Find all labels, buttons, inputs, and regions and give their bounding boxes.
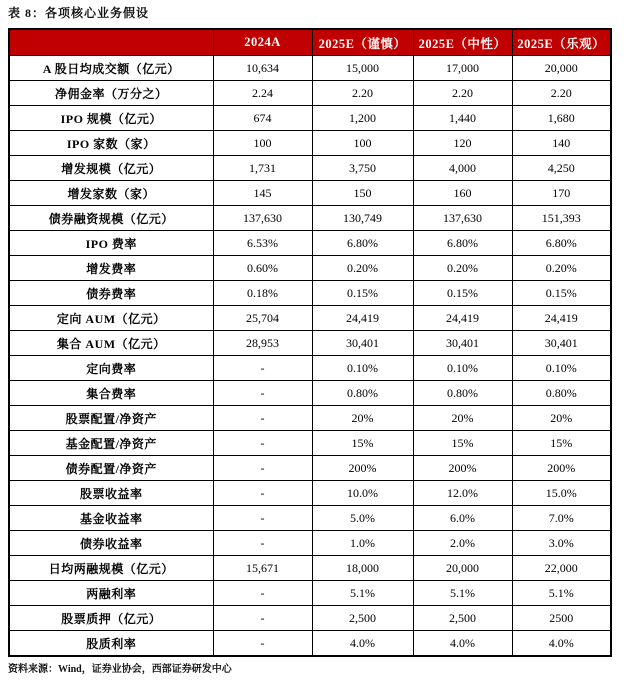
cell-value: 0.10% (413, 356, 512, 381)
cell-value: 674 (213, 106, 312, 131)
cell-value: 0.80% (512, 381, 611, 406)
cell-value: 140 (512, 131, 611, 156)
table-row (9, 506, 611, 531)
cell-value: 20,000 (413, 556, 512, 581)
cell-value: - (213, 631, 312, 657)
cell-value: 100 (312, 131, 413, 156)
table-row (9, 406, 611, 431)
cell-value: 20% (312, 406, 413, 431)
table-row (9, 156, 611, 181)
cell-value: 0.18% (213, 281, 312, 306)
row-label: A 股日均成交额（亿元） (9, 56, 213, 81)
row-label: IPO 家数（家） (9, 131, 213, 156)
table-title: 表 8：各项核心业务假设 (8, 6, 150, 20)
cell-value: 1,680 (512, 106, 611, 131)
cell-value: 24,419 (512, 306, 611, 331)
cell-value: - (213, 381, 312, 406)
cell-value: 151,393 (512, 206, 611, 231)
cell-value: 0.15% (413, 281, 512, 306)
cell-value: 0.15% (512, 281, 611, 306)
cell-value: - (213, 431, 312, 456)
cell-value: 10,634 (213, 56, 312, 81)
table-row (9, 231, 611, 256)
cell-value: 0.20% (413, 256, 512, 281)
row-label: 股票配置/净资产 (9, 406, 213, 431)
cell-value: 5.1% (312, 581, 413, 606)
row-label: 两融利率 (9, 581, 213, 606)
row-label: 集合费率 (9, 381, 213, 406)
cell-value: 120 (413, 131, 512, 156)
cell-value: 2.20 (413, 81, 512, 106)
cell-value: 2.20 (512, 81, 611, 106)
table-row (9, 181, 611, 206)
cell-value: 3,750 (312, 156, 413, 181)
row-label: 增发规模（亿元） (9, 156, 213, 181)
cell-value: 6.0% (413, 506, 512, 531)
row-label: 基金收益率 (9, 506, 213, 531)
cell-value: 0.80% (413, 381, 512, 406)
table-row (9, 531, 611, 556)
cell-value: 15,000 (312, 56, 413, 81)
cell-value: 22,000 (512, 556, 611, 581)
cell-value: 1,440 (413, 106, 512, 131)
table-row (9, 306, 611, 331)
cell-value: 17,000 (413, 56, 512, 81)
row-label: 股票收益率 (9, 481, 213, 506)
cell-value: 2,500 (413, 606, 512, 631)
cell-value: - (213, 581, 312, 606)
cell-value: 15.0% (512, 481, 611, 506)
cell-value: 20,000 (512, 56, 611, 81)
cell-value: 5.1% (413, 581, 512, 606)
cell-value: 7.0% (512, 506, 611, 531)
cell-value: 4,000 (413, 156, 512, 181)
cell-value: 2500 (512, 606, 611, 631)
table-row (9, 331, 611, 356)
row-label: 集合 AUM（亿元） (9, 331, 213, 356)
cell-value: 6.80% (312, 231, 413, 256)
cell-value: 20% (413, 406, 512, 431)
cell-value: 1,200 (312, 106, 413, 131)
table-row (9, 581, 611, 606)
cell-value: 0.10% (512, 356, 611, 381)
cell-value: 4.0% (512, 631, 611, 657)
row-label: IPO 规模（亿元） (9, 106, 213, 131)
cell-value: 2.20 (312, 81, 413, 106)
cell-value: 2,500 (312, 606, 413, 631)
row-label: 股票质押（亿元） (9, 606, 213, 631)
cell-value: 28,953 (213, 331, 312, 356)
cell-value: 1,731 (213, 156, 312, 181)
cell-value: - (213, 456, 312, 481)
cell-value: - (213, 481, 312, 506)
header-row (9, 29, 611, 56)
cell-value: 0.60% (213, 256, 312, 281)
row-label: 基金配置/净资产 (9, 431, 213, 456)
corner-cell (9, 29, 213, 56)
row-label: 债券费率 (9, 281, 213, 306)
cell-value: 15% (413, 431, 512, 456)
core-assumptions-table (8, 28, 612, 657)
column-header: 2025E（中性） (413, 29, 512, 56)
cell-value: 2.24 (213, 81, 312, 106)
cell-value: 137,630 (213, 206, 312, 231)
cell-value: 4.0% (413, 631, 512, 657)
cell-value: 20% (512, 406, 611, 431)
cell-value: - (213, 356, 312, 381)
row-label: 定向费率 (9, 356, 213, 381)
table-row (9, 356, 611, 381)
table-row (9, 431, 611, 456)
cell-value: 30,401 (413, 331, 512, 356)
cell-value: 5.0% (312, 506, 413, 531)
cell-value: 200% (312, 456, 413, 481)
source-note: 资料来源：Wind，证券业协会，西部证券研发中心 (8, 664, 232, 675)
cell-value: - (213, 506, 312, 531)
cell-value: 0.15% (312, 281, 413, 306)
table-row (9, 131, 611, 156)
table-row (9, 106, 611, 131)
cell-value: 0.20% (512, 256, 611, 281)
row-label: 债券配置/净资产 (9, 456, 213, 481)
row-label: 定向 AUM（亿元） (9, 306, 213, 331)
column-header: 2025E（乐观） (512, 29, 611, 56)
cell-value: - (213, 531, 312, 556)
cell-value: 12.0% (413, 481, 512, 506)
cell-value: 15% (312, 431, 413, 456)
cell-value: 150 (312, 181, 413, 206)
cell-value: 100 (213, 131, 312, 156)
table-row (9, 631, 611, 657)
cell-value: 145 (213, 181, 312, 206)
cell-value: 18,000 (312, 556, 413, 581)
column-header: 2024A (213, 29, 312, 56)
cell-value: - (213, 406, 312, 431)
cell-value: 30,401 (312, 331, 413, 356)
cell-value: 2.0% (413, 531, 512, 556)
cell-value: 4,250 (512, 156, 611, 181)
table-row (9, 606, 611, 631)
table-row (9, 206, 611, 231)
row-label: 增发费率 (9, 256, 213, 281)
cell-value: 4.0% (312, 631, 413, 657)
row-label: 股质利率 (9, 631, 213, 657)
column-header: 2025E（谨慎） (312, 29, 413, 56)
cell-value: 30,401 (512, 331, 611, 356)
cell-value: 15% (512, 431, 611, 456)
cell-value: 10.0% (312, 481, 413, 506)
cell-value: 170 (512, 181, 611, 206)
cell-value: 24,419 (413, 306, 512, 331)
row-label: 日均两融规模（亿元） (9, 556, 213, 581)
cell-value: 1.0% (312, 531, 413, 556)
cell-value: 200% (512, 456, 611, 481)
row-label: 债券收益率 (9, 531, 213, 556)
cell-value: 6.80% (512, 231, 611, 256)
cell-value: 6.53% (213, 231, 312, 256)
cell-value: 24,419 (312, 306, 413, 331)
cell-value: - (213, 606, 312, 631)
cell-value: 15,671 (213, 556, 312, 581)
table-row (9, 256, 611, 281)
cell-value: 160 (413, 181, 512, 206)
cell-value: 0.20% (312, 256, 413, 281)
table-row (9, 556, 611, 581)
cell-value: 25,704 (213, 306, 312, 331)
cell-value: 5.1% (512, 581, 611, 606)
cell-value: 0.80% (312, 381, 413, 406)
row-label: IPO 费率 (9, 231, 213, 256)
row-label: 债券融资规模（亿元） (9, 206, 213, 231)
cell-value: 3.0% (512, 531, 611, 556)
table-row (9, 381, 611, 406)
cell-value: 130,749 (312, 206, 413, 231)
cell-value: 137,630 (413, 206, 512, 231)
cell-value: 0.10% (312, 356, 413, 381)
cell-value: 6.80% (413, 231, 512, 256)
table-row (9, 456, 611, 481)
cell-value: 200% (413, 456, 512, 481)
row-label: 净佣金率（万分之） (9, 81, 213, 106)
table-row (9, 281, 611, 306)
table-body (9, 56, 611, 657)
table-row (9, 481, 611, 506)
table-row (9, 56, 611, 81)
row-label: 增发家数（家） (9, 181, 213, 206)
table-row (9, 81, 611, 106)
